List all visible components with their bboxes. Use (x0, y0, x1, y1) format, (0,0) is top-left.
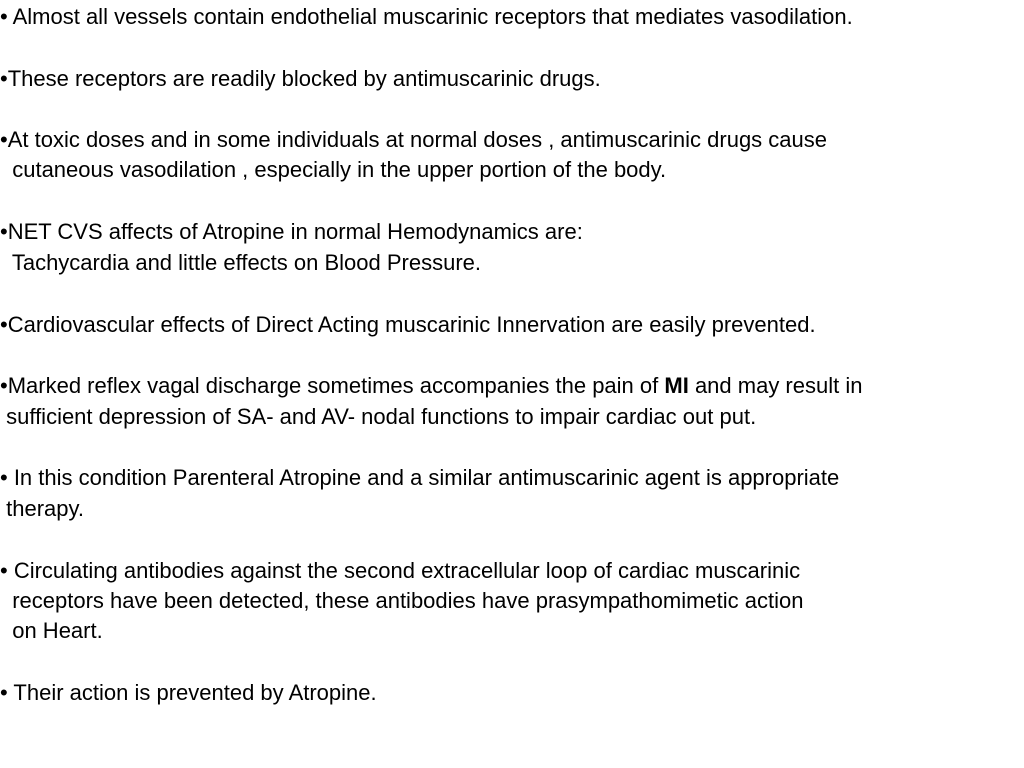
bullet-reflex-vagal-discharge-continued: sufficient depression of SA- and AV- nodal functions to impair cardiac out put. (0, 404, 757, 429)
bullet-reflex-vagal-discharge (0, 371, 862, 401)
bullet-parenteral-atropine: • In this condition Parenteral Atropine and a similar antimuscarinic agent is appropriate (0, 465, 840, 490)
bullet-circulating-antibodies-continued-2: on Heart. (0, 618, 103, 643)
bullet-circulating-antibodies-continued-1: receptors have been detected, these antibodies have prasympathomimetic action (0, 588, 804, 613)
bullet-action-prevented: • Their action is prevented by Atropine. (0, 680, 377, 705)
bullet-net-cvs-effects-continued: Tachycardia and little effects on Blood Pressure. (0, 250, 482, 275)
bullet-receptors-blocked: •These receptors are readily blocked by antimuscarinic drugs. (0, 66, 601, 91)
bullet-reflex-text-after: and may result in (688, 373, 863, 398)
bullet-circulating-antibodies: • Circulating antibodies against the second extracellular loop of cardiac muscarinic (0, 558, 801, 583)
bullet-toxic-doses-continued: cutaneous vasodilation , especially in the upper portion of the body. (0, 157, 667, 182)
bullet-net-cvs-effects: •NET CVS affects of Atropine in normal Hemodynamics are: (0, 219, 583, 244)
bullet-reflex-text-before: •Marked reflex vagal discharge sometimes accompanies the pain of (0, 373, 665, 398)
bullet-cardiovascular-effects: •Cardiovascular effects of Direct Acting muscarinic Innervation are easily prevented. (0, 312, 816, 337)
bullet-toxic-doses: •At toxic doses and in some individuals at normal doses , antimuscarinic drugs cause (0, 127, 827, 152)
bullet-parenteral-atropine-continued: therapy. (0, 496, 84, 521)
bullet-vessels-receptors: • Almost all vessels contain endothelial muscarinic receptors that mediates vasodilation. (0, 4, 853, 29)
mi-emphasis: MI (664, 373, 689, 398)
